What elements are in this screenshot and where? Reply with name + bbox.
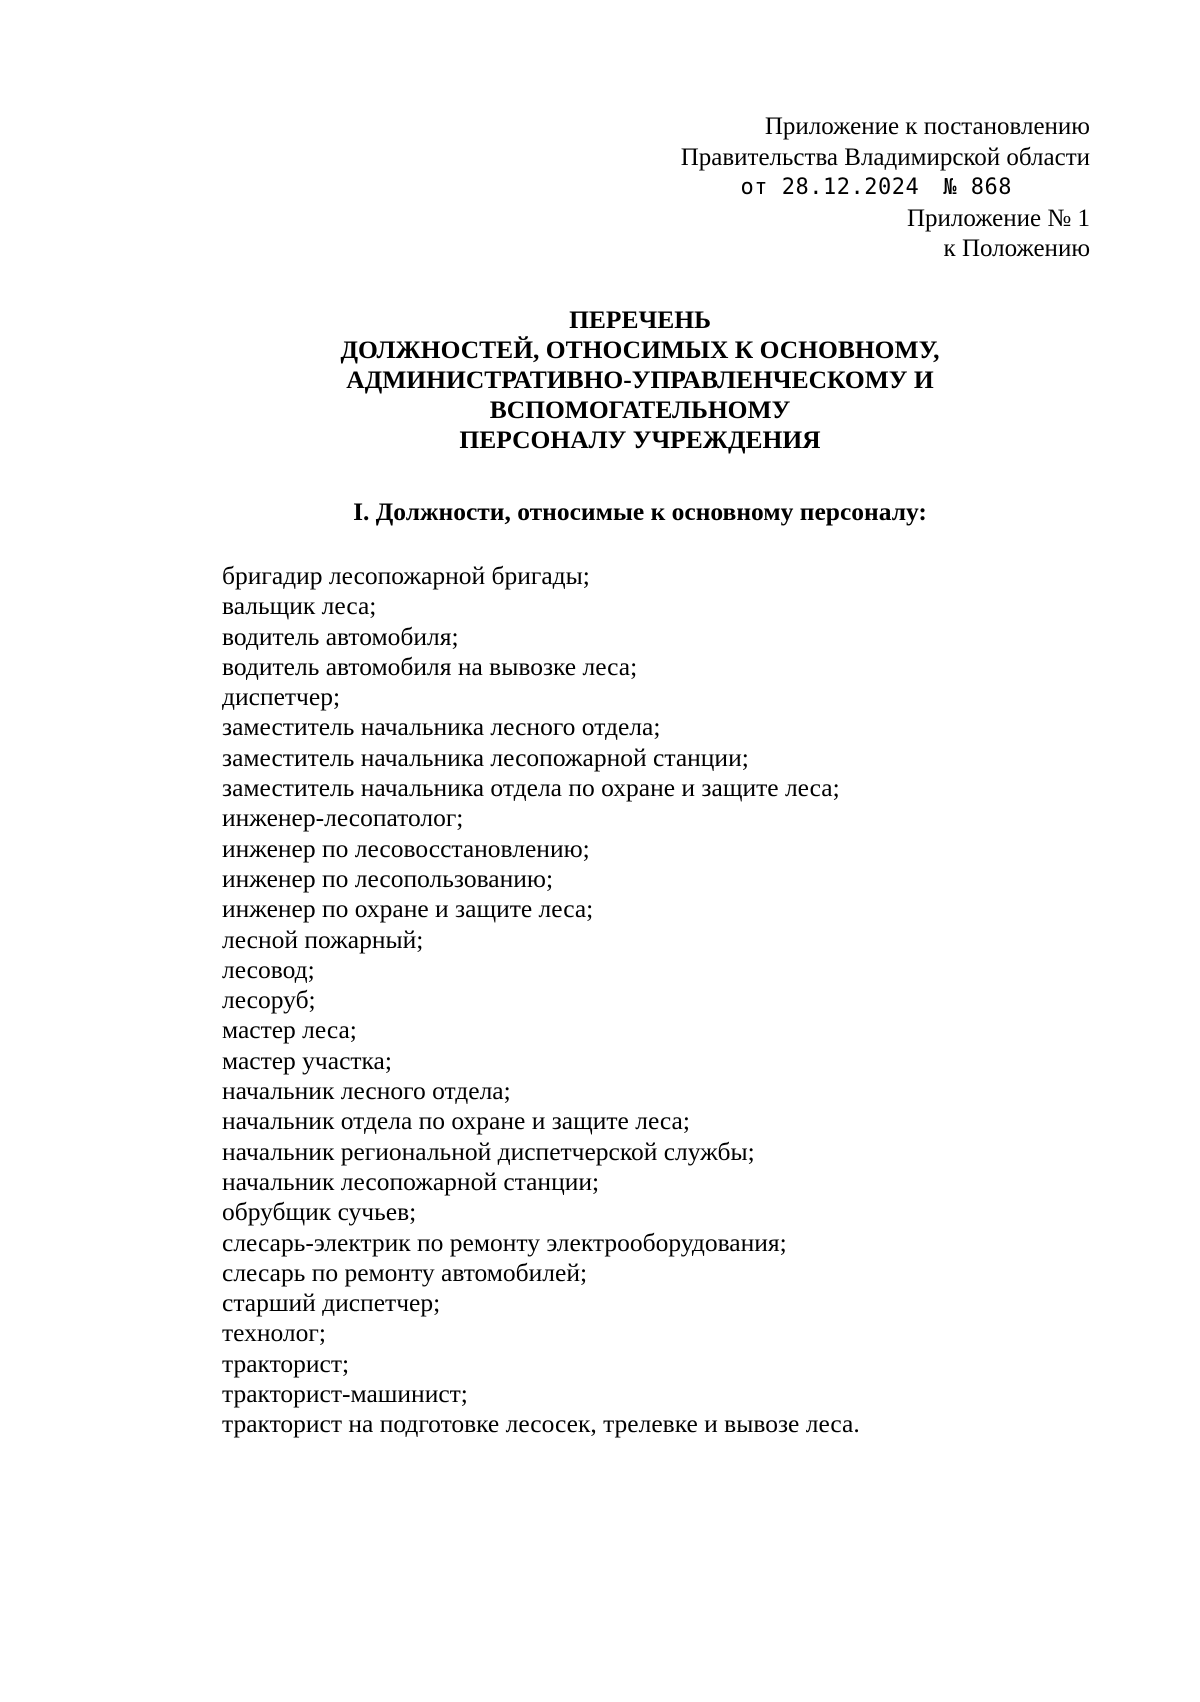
section-heading: I. Должности, относимые к основному персоналу: (353, 497, 927, 526)
appendix-header (570, 112, 1090, 265)
list-item: тракторист; (222, 1348, 350, 1378)
decree-number-sign: № (943, 175, 957, 200)
list-item: тракторист на подготовке лесосек, трелевке и вывозе леса. (222, 1409, 860, 1439)
list-item: начальник региональной диспетчерской службы; (222, 1136, 755, 1166)
list-item: заместитель начальника лесного отдела; (222, 712, 661, 742)
list-item: обрубщик сучьев; (222, 1197, 417, 1227)
appendix-header-line-2: Правительства Владимирской области (680, 143, 1090, 171)
list-item: лесовод; (222, 954, 315, 984)
list-item: инженер по охране и защите леса; (222, 894, 594, 924)
list-item: старший диспетчер; (222, 1288, 441, 1318)
appendix-header-line-5: к Положению (943, 235, 1090, 262)
appendix-header-line-1: Приложение к постановлению (764, 113, 1090, 140)
list-item: инженер по лесовосстановлению; (222, 833, 590, 863)
list-item: слесарь по ремонту автомобилей; (222, 1257, 588, 1287)
list-item: начальник лесопожарной станции; (222, 1166, 600, 1196)
title-line: АДМИНИСТРАТИВНО-УПРАВЛЕНЧЕСКОМУ И (346, 365, 934, 394)
list-item: диспетчер; (222, 682, 341, 712)
list-item: технолог; (222, 1318, 326, 1348)
list-item: мастер участка; (222, 1045, 392, 1075)
list-item: инженер по лесопользованию; (222, 863, 554, 893)
list-item: водитель автомобиля на вывозке леса; (222, 651, 638, 681)
document-title (230, 305, 1050, 455)
list-item: мастер леса; (222, 1015, 357, 1045)
list-item: тракторист-машинист; (222, 1379, 468, 1409)
title-line: ПЕРСОНАЛУ УЧРЕЖДЕНИЯ (459, 425, 821, 454)
decree-number: 868 (970, 175, 1012, 200)
list-item: бригадир лесопожарной бригады; (222, 561, 590, 590)
positions-list (222, 561, 1042, 1440)
list-item: начальник отдела по охране и защите леса; (222, 1106, 690, 1136)
decree-prefix: от (740, 175, 769, 200)
title-line: ВСПОМОГАТЕЛЬНОМУ (489, 395, 791, 424)
decree-date: 28.12.2024 (781, 175, 920, 200)
list-item: заместитель начальника отдела по охране и защите леса; (222, 773, 840, 803)
list-item: вальщик леса; (222, 591, 377, 621)
decree-date-number (570, 173, 1090, 204)
title-line: ДОЛЖНОСТЕЙ, ОТНОСИМЫХ К ОСНОВНОМУ, (340, 335, 940, 364)
list-item: водитель автомобиля; (222, 621, 459, 651)
list-item: лесной пожарный; (222, 924, 424, 954)
list-item: начальник лесного отдела; (222, 1076, 511, 1106)
list-item: заместитель начальника лесопожарной станции; (222, 742, 749, 772)
title-line: ПЕРЕЧЕНЬ (569, 305, 711, 334)
list-item: слесарь-электрик по ремонту электрооборудования; (222, 1227, 787, 1257)
list-item: лесоруб; (222, 985, 316, 1015)
appendix-header-line-4: Приложение № 1 (906, 204, 1090, 232)
list-item: инженер-лесопатолог; (222, 803, 464, 833)
